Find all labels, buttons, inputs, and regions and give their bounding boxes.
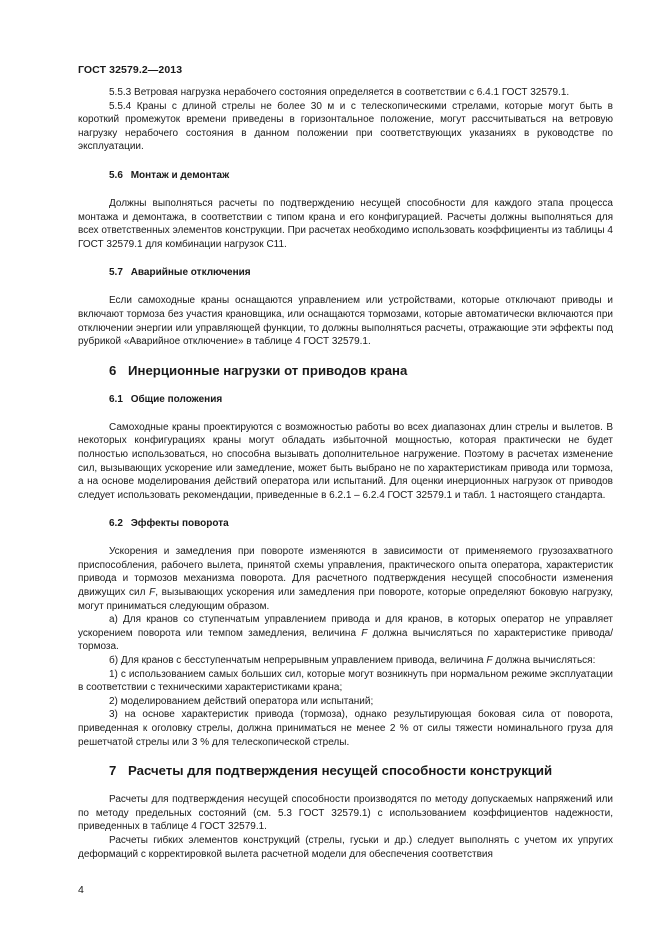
paragraph-5-5-3: 5.5.3 Ветровая нагрузка нерабочего состояния определяется в соответствии с 6.4.1 ГОСТ 32579.1. xyxy=(109,87,570,98)
force-symbol: F xyxy=(361,627,368,639)
chapter-number: 6 xyxy=(109,362,117,378)
section-number: 5.7 xyxy=(109,267,123,279)
section-title: Эффекты поворота xyxy=(130,518,229,530)
paragraph-6-1: Самоходные краны проектируются с возможностью работы во всех диапазонах длин стрелы и вылетов. В некоторых конфигурациях краны могут обладать избыточной мощностью, которая практически не будет полностью использоваться, но способна вызывать дополнительное нагружение. Поэтому в расчетах изменение сил, вызывающих ускорение или замедление, может быть выбрано не по характеристикам привода или тормоза, а на основе моделирования действий оператора или испытаний. Для оценки инерционных нагрузок от приводов следует использовать рекомендации, приведенные в 6.2.1 – 6.2.4 ГОСТ 32579.1 и табл. 1 настоящего стандарта. xyxy=(78,421,613,501)
section-title: Аварийные отключения xyxy=(130,267,251,279)
paragraph-5-6: Должны выполняться расчеты по подтверждению несущей способности для каждого этапа процесса монтажа и демонтажа, в соответствии с типом крана и его конфигурацией. Расчеты должны выполняться для всех ответственных элементов конструкции. При расчетах необходимо использовать коэффициенты из таблицы 4 ГОСТ 32579.1 для комбинации нагрузок С11. xyxy=(78,197,613,250)
section-number: 5.6 xyxy=(109,169,123,181)
chapter-title: Инерционные нагрузки от приводов крана xyxy=(128,362,408,378)
list-item-2: 2) моделированием действий оператора или испытаний; xyxy=(109,695,374,707)
document-header: ГОСТ 32579.2—2013 xyxy=(78,64,183,76)
section-heading-5-6 xyxy=(109,169,613,182)
paragraph-6-2-b xyxy=(78,654,613,668)
chapter-number: 7 xyxy=(109,763,117,779)
text: должна вычисляться по характеристике привода/тормоза. xyxy=(78,627,613,653)
section-title: Общие положения xyxy=(130,393,223,405)
section-heading-5-7 xyxy=(109,266,613,279)
paragraph-6-2-a xyxy=(78,613,613,654)
text: Ускорения и замедления при повороте изменяются в зависимости от применяемого грузозахватного приспособления, рабочего вылета, принятой схемы управления, практического опыта оператора, характеристик привода и тормозов механизма поворота. Для расчетного подтверждения несущей способности изменения движущих сил xyxy=(78,546,613,599)
force-symbol: F xyxy=(486,655,493,667)
document-body xyxy=(78,86,613,861)
section-heading-6-2 xyxy=(109,517,613,530)
section-number: 6.2 xyxy=(109,518,123,530)
chapter-heading-6 xyxy=(109,363,613,379)
paragraph-5-5-4: 5.5.4 Краны с длиной стрелы не более 30 м и с телескопическими стрелами, которые могут быть в короткий промежуток времени приведены в горизонтальное положение, могут рассчитываться на ветровую нагрузку нерабочего состояния в данном положении при соответствующих указаниях в руководстве по эксплуатации. xyxy=(78,100,613,153)
section-title: Монтаж и демонтаж xyxy=(130,169,230,181)
text: , вызывающих ускорения или замедления при повороте, которые определяют боковую нагрузку, могут приниматься следующим образом. xyxy=(78,587,613,612)
paragraph-5-7: Если самоходные краны оснащаются управлением или устройствами, которые отключают приводы и включают тормоза без участия крановщика, или оснащаются тормозами, которые автоматически включаются при отключении энергии или управляющей функции, то должны выполняться расчеты, отражающие эти эффекты под рубрикой «Аварийное отключение» в таблице 4 ГОСТ 32579.1. xyxy=(78,295,613,348)
chapter-heading-7 xyxy=(109,763,613,779)
paragraph-7-b: Расчеты гибких элементов конструкций (стрелы, гуськи и др.) следует выполнять с учетом их упругих деформаций с корректировкой вылета расчетной модели для обеспечения соответствия xyxy=(78,834,613,860)
list-item-3: 3) на основе характеристик привода (тормоза), однако результирующая боковая сила от поворота, приведенная к оголовку стрелы, должна приниматься не менее 2 % от силы тяжести номинального груза для решетчатой стрелы или 3 % для телескопической стрелы. xyxy=(78,709,613,748)
section-heading-6-1 xyxy=(109,393,613,406)
chapter-title: Расчеты для подтверждения несущей способности конструкций xyxy=(128,763,553,779)
page-number: 4 xyxy=(78,884,84,896)
force-symbol: F xyxy=(149,587,156,599)
list-item-1: 1) с использованием самых больших сил, которые могут возникнуть при нормальном режиме эксплуатации в соответствии с техническими характеристиками крана; xyxy=(78,668,613,694)
text: б) Для кранов с бесступенчатым непрерывным управлением привода, величина xyxy=(109,655,487,667)
text: должна вычисляться: xyxy=(492,655,596,667)
paragraph-7-a: Расчеты для подтверждения несущей способности производятся по методу допускаемых напряжений или по методу предельных состояний (см. 5.3 ГОСТ 32579.1) с использованием коэффициентов надежности, приведенных в таблице 4 ГОСТ 32579.1. xyxy=(78,794,613,833)
text: а) Для кранов со ступенчатым управлением привода и для кранов, в которых оператор не управляет ускорением поворота или темпом замедления, величина xyxy=(78,614,613,639)
paragraph-6-2 xyxy=(78,545,613,613)
section-number: 6.1 xyxy=(109,393,123,405)
